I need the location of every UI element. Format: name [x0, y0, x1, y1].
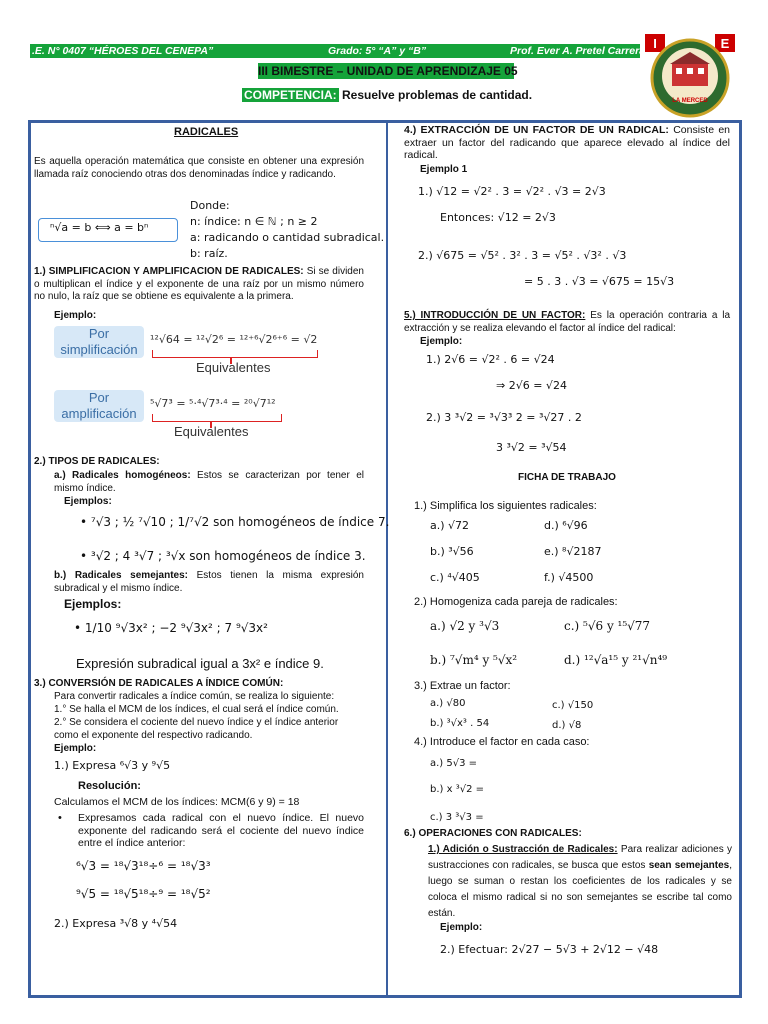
definition-formula: ⁿ√a = b ⟺ a = bⁿ	[50, 221, 149, 234]
question-3: 3.) Extrae un factor:	[414, 680, 511, 692]
donde-a: a: radicando o cantidad subradical.	[190, 231, 385, 244]
section2-title: 2.) TIPOS DE RADICALES:	[34, 456, 160, 467]
logo-letter-e: E	[720, 36, 730, 51]
conversion-example-1: 1.) Expresa ⁶√3 y ⁹√5	[54, 759, 171, 772]
section5-text: Es la operación contraria a la extracción y se realiza elevando el factor al índice del radical:	[404, 310, 731, 334]
section1-text: Si se dividen o multiplican el índice y el exponente de una raíz por un mismo número no nulo, la raíz que se obtiene es equivalente a la primera.	[34, 266, 364, 302]
section3-line-3: 2.° Se considera el cociente del nuevo índice y el índice anterior	[54, 717, 339, 728]
section2a	[54, 470, 364, 495]
section5-title: 5.) INTRODUCCIÓN DE UN FACTOR:	[404, 310, 586, 321]
equivalentes-label-2: Equivalentes	[174, 424, 249, 439]
q3-item-a: a.) √80	[430, 698, 466, 709]
donde-label: Donde:	[190, 199, 230, 212]
q1-item-c: c.) ⁴√405	[430, 571, 480, 584]
q3-item-d: d.) √8	[552, 720, 582, 731]
bullet-dot: •	[58, 812, 62, 824]
section3-ejemplo: Ejemplo:	[54, 743, 97, 754]
section2a-text: Estos se caracterizan por tener el mismo índice.	[54, 470, 364, 494]
q1-item-e: e.) ⁸√2187	[544, 545, 602, 558]
introduction-example-1: 1.) 2√6 = √2² . 6 = √24	[426, 353, 555, 366]
section4-title: 4.) EXTRACCIÓN DE UN FACTOR DE UN RADICAL:	[404, 124, 669, 136]
q1-item-b: b.) ³√56	[430, 545, 474, 558]
equivalentes-label-1: Equivalentes	[196, 360, 271, 375]
similar-example: • 1/10 ⁹√3x² ; −2 ⁹√3x² ; 7 ⁹√3x²	[74, 621, 268, 635]
section1-ejemplo: Ejemplo:	[54, 310, 97, 321]
grade-label: Grado: 5° “A” y “B”	[328, 45, 427, 57]
amplification-label: Por amplificación	[54, 390, 144, 422]
header-bar	[30, 44, 646, 58]
q2-item-b: b.) ⁷√m⁴ y ⁵√x²	[430, 653, 518, 667]
homogeneous-example-1: • ⁷√3 ; ½ ⁷√10 ; 1/⁷√2 son homogéneos de índice 7.	[80, 515, 390, 529]
section1-title: 1.) SIMPLIFICACION Y AMPLIFICACION DE RADICALES:	[34, 266, 304, 277]
ejemplos-label-1: Ejemplos:	[64, 496, 112, 507]
section3-line-1: Para convertir radicales a índice común, se realiza lo siguiente:	[54, 691, 335, 702]
conversion-result-1: ⁶√3 = ¹⁸√3¹⁸÷⁶ = ¹⁸√3³	[76, 859, 211, 873]
section6-bold: sean semejantes	[648, 860, 730, 871]
q1-item-d: d.) ⁶√96	[544, 519, 588, 532]
q3-item-b: b.) ³√x³ . 54	[430, 718, 490, 729]
simplification-bracket	[152, 350, 318, 358]
section6-body	[428, 842, 732, 922]
simplification-label: Por simplificación	[54, 326, 144, 358]
logo-letter-i: I	[653, 36, 657, 51]
ejemplos-label-2: Ejemplos:	[64, 597, 122, 611]
extraction-example-2-result: = 5 . 3 . √3 = √675 = 15√3	[524, 275, 675, 288]
section6-ejemplo: Ejemplo:	[440, 922, 483, 933]
unit-banner: III BIMESTRE – UNIDAD DE APRENDIZAJE 05	[258, 64, 518, 78]
competencia-text: Resuelve problemas de cantidad.	[342, 88, 533, 102]
donde-b: b: raíz.	[190, 247, 228, 260]
teacher-name: Prof. Ever A. Pretel Carrera	[510, 45, 646, 57]
ejemplo1-label: Ejemplo 1	[420, 164, 468, 175]
q4-item-a: a.) 5√3 =	[430, 758, 478, 769]
section2b	[54, 570, 364, 595]
radicales-title: RADICALES	[174, 126, 239, 138]
column-divider	[386, 122, 388, 996]
mcm-text: Calculamos el MCM de los índices: MCM(6 y 9) = 18	[54, 796, 300, 808]
school-logo	[640, 32, 740, 118]
introduction-example-1-result: ⇒ 2√6 = √24	[496, 379, 567, 392]
section3-line-2: 1.° Se halla el MCM de los índices, el cual será el índice común.	[54, 704, 339, 715]
introduction-example-2: 2.) 3 ³√2 = ³√3³ 2 = ³√27 . 2	[426, 411, 582, 424]
school-name: .E. N° 0407 “HÉROES DEL CENEPA”	[32, 45, 214, 57]
section5	[404, 310, 730, 335]
logo-motto: LA MERCED	[672, 98, 708, 104]
q2-item-c: c.) ⁵√6 y ¹⁵√77	[564, 619, 651, 633]
section3-title: 3.) CONVERSIÓN DE RADICALES A ÍNDICE COMÚN:	[34, 678, 284, 689]
section2b-text: Estos tienen la misma expresión subradical y el mismo índice.	[54, 570, 364, 594]
q4-item-b: b.) x ³√2 =	[430, 784, 485, 795]
section1	[34, 266, 364, 304]
section6-title: 6.) OPERACIONES CON RADICALES:	[404, 828, 582, 839]
donde-n: n: índice: n ∈ ℕ ; n ≥ 2	[190, 215, 318, 228]
q2-item-a: a.) √2 y ³√3	[430, 619, 500, 633]
section3-line-4: como el exponente del respectivo radicando.	[54, 730, 253, 741]
section6-text-2: , luego se suman o restan los coeficientes de los radicales y se coloca el mismo radical si no son semejantes se escribe tal como están.	[428, 860, 732, 919]
simplification-expr: ¹²√64 = ¹²√2⁶ = ¹²⁺⁶√2⁶⁺⁶ = √2	[150, 333, 318, 346]
homogeneous-example-2: • ³√2 ; 4 ³√7 ; ³√x son homogéneos de índice 3.	[80, 549, 366, 563]
section4-text: Consiste en extraer un factor del radicando que aparece elevado al índice del radical.	[404, 124, 731, 161]
q3-item-c: c.) √150	[552, 700, 594, 711]
question-2: 2.) Homogeniza cada pareja de radicales:	[414, 596, 618, 608]
amplification-bracket	[152, 414, 282, 422]
q2-item-d: d.) ¹²√a¹⁵ y ²¹√n⁴⁹	[564, 653, 668, 667]
conversion-explanation: Expresamos cada radical con el nuevo índice. El nuevo exponente del radicando será el cociente del nuevo índice entre el índice anterior:	[78, 812, 364, 849]
section2a-title: a.) Radicales homogéneos:	[54, 470, 191, 481]
section4	[404, 124, 730, 162]
extraction-example-2: 2.) √675 = √5² . 3² . 3 = √5² . √3² . √3	[418, 249, 627, 262]
section6-text-1: Para realizar adiciones y sustracciones con radicales, se busca que estos	[428, 844, 733, 871]
question-1: 1.) Simplifica los siguientes radicales:	[414, 500, 597, 512]
introduction-example-2-result: 3 ³√2 = ³√54	[496, 441, 567, 454]
section6-example: 2.) Efectuar: 2√27 − 5√3 + 2√12 − √48	[440, 943, 659, 956]
q1-item-a: a.) √72	[430, 519, 470, 532]
extraction-example-1-result: Entonces: √12 = 2√3	[440, 211, 556, 224]
q1-item-f: f.) √4500	[544, 571, 594, 584]
ficha-title: FICHA DE TRABAJO	[518, 472, 616, 483]
section6-subtitle: 1.) Adición o Sustracción de Radicales:	[428, 844, 618, 855]
conversion-result-2: ⁹√5 = ¹⁸√5¹⁸÷⁹ = ¹⁸√5²	[76, 887, 211, 901]
intro-text: Es aquella operación matemática que consiste en obtener una expresión llamada raíz conociendo otras dos denominadas índice y radicando.	[34, 156, 364, 180]
competencia	[242, 87, 532, 103]
extraction-example-1: 1.) √12 = √2² . 3 = √2² . √3 = 2√3	[418, 185, 606, 198]
section5-ejemplo: Ejemplo:	[420, 336, 463, 347]
question-4: 4.) Introduce el factor en cada caso:	[414, 736, 590, 748]
conversion-example-2: 2.) Expresa ³√8 y ⁴√54	[54, 917, 178, 930]
amplification-expr: ⁵√7³ = ⁵·⁴√7³·⁴ = ²⁰√7¹²	[150, 397, 276, 410]
similar-note: Expresión subradical igual a 3x² e índice 9.	[76, 656, 324, 671]
resolucion-label: Resolución:	[78, 780, 141, 792]
section2b-title: b.) Radicales semejantes:	[54, 570, 188, 581]
competencia-label: COMPETENCIA:	[244, 88, 337, 102]
q4-item-c: c.) 3 ³√3 =	[430, 812, 484, 823]
